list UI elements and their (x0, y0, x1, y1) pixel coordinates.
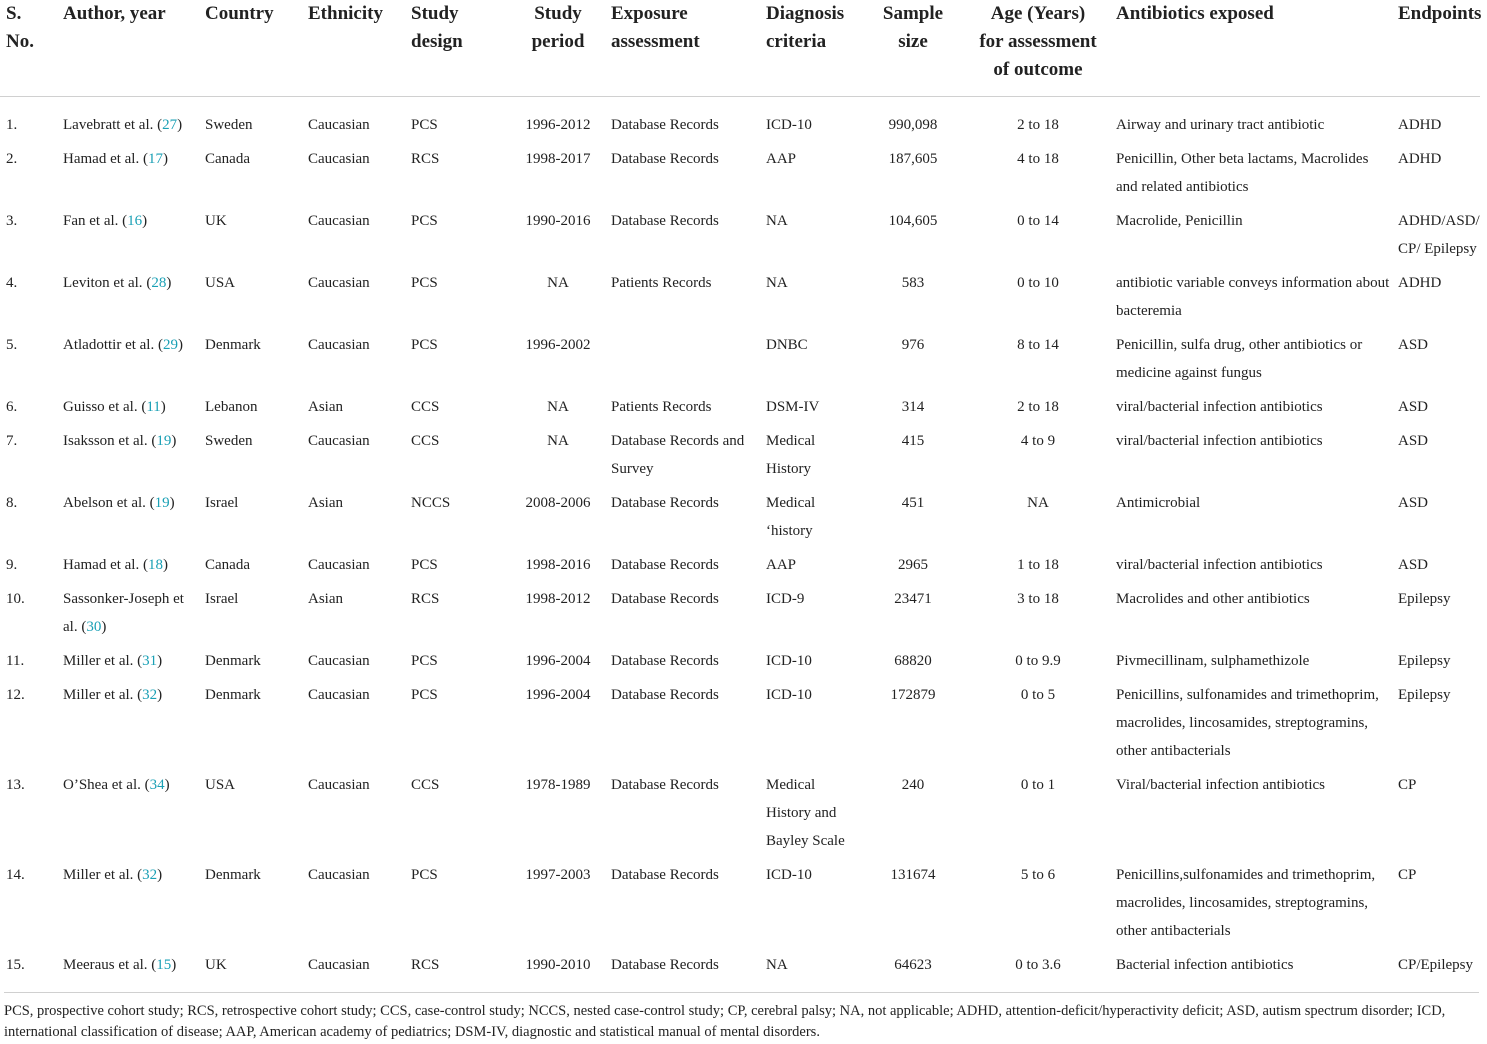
author-name: Hamad et al. (63, 151, 140, 167)
cell-study-period: 1978-1989 (525, 777, 591, 793)
author-name: Fan et al. (63, 213, 119, 229)
cell-age: 0 to 5 (1020, 687, 1056, 703)
cell-author: Atladottir et al. (29) (63, 337, 183, 353)
cell-study-design: PCS (411, 557, 438, 573)
cell-study-design: PCS (411, 653, 438, 669)
author-name: Meeraus et al. (63, 957, 148, 973)
cell-author: Guisso et al. (11) (63, 399, 166, 415)
cell-endpoints: ASD (1398, 557, 1429, 573)
cell-exposure: Patients Records (611, 399, 712, 415)
cell-sample-size: 172879 (890, 687, 936, 703)
cell-study-period: 1997-2003 (525, 867, 591, 883)
cell-author: Sassonker-Joseph et al. (30) (63, 591, 184, 635)
cell-endpoints: Epilepsy (1398, 591, 1451, 607)
cell-study-period: 1996-2002 (525, 337, 591, 353)
cell-study-design: RCS (411, 591, 440, 607)
reference-link[interactable]: 32 (142, 867, 158, 883)
cell-author: Leviton et al. (28) (63, 275, 172, 291)
cell-age: 2 to 18 (1017, 117, 1059, 133)
cell-diagnosis: NA (766, 213, 788, 229)
cell-antibiotics: Penicillins,sulfonamides and trimethoprim, macrolides, lincosamides, streptogramins, other antibacterials (1116, 867, 1376, 939)
cell-country: Denmark (205, 337, 261, 353)
table-row (0, 421, 1480, 483)
cell-antibiotics: Macrolide, Penicillin (1116, 213, 1243, 229)
cell-sno: 15. (6, 957, 25, 973)
cell-study-design: RCS (411, 957, 440, 973)
cell-study-design: PCS (411, 337, 438, 353)
cell-endpoints: CP (1398, 867, 1417, 883)
cell-age: 8 to 14 (1017, 337, 1059, 353)
cell-sno: 8. (6, 495, 18, 511)
cell-ethnicity: Caucasian (308, 117, 370, 133)
cell-sample-size: 314 (901, 399, 925, 415)
cell-country: Israel (205, 591, 239, 607)
cell-country: Lebanon (205, 399, 258, 415)
cell-antibiotics: Penicillins, sulfonamides and trimethoprim, macrolides, lincosamides, streptogramins, other antibacterials (1116, 687, 1379, 759)
cell-sample-size: 451 (901, 495, 925, 511)
cell-exposure: Database Records (611, 495, 719, 511)
cell-author: Miller et al. (32) (63, 687, 163, 703)
reference-link[interactable]: 29 (162, 337, 178, 353)
cell-study-period: 1996-2012 (525, 117, 591, 133)
cell-ethnicity: Caucasian (308, 653, 370, 669)
cell-age: 5 to 6 (1020, 867, 1056, 883)
cell-antibiotics: antibiotic variable conveys information about bacteremia (1116, 275, 1390, 319)
cell-endpoints: ADHD (1398, 275, 1442, 291)
table-row (0, 97, 1480, 140)
cell-country: UK (205, 957, 227, 973)
cell-sample-size: 64623 (894, 957, 932, 973)
cell-antibiotics: Viral/bacterial infection antibiotics (1116, 777, 1326, 793)
author-name: Guisso et al. (63, 399, 138, 415)
reference-link[interactable]: 31 (142, 653, 158, 669)
table-row (0, 855, 1480, 945)
cell-endpoints: ADHD (1398, 151, 1442, 167)
author-name: Atladottir et al. (63, 337, 155, 353)
author-name: Abelson et al. (63, 495, 146, 511)
cell-sample-size: 68820 (894, 653, 932, 669)
cell-exposure: Database Records (611, 957, 719, 973)
cell-exposure: Database Records (611, 151, 719, 167)
cell-sno: 9. (6, 557, 18, 573)
cell-study-design: CCS (411, 777, 440, 793)
table-row (0, 325, 1480, 387)
cell-exposure: Database Records (611, 653, 719, 669)
author-name: O’Shea et al. (63, 777, 141, 793)
cell-sample-size: 240 (901, 777, 925, 793)
table-row (0, 387, 1480, 421)
cell-ethnicity: Caucasian (308, 433, 370, 449)
reference-link[interactable]: 27 (162, 117, 178, 133)
cell-ethnicity: Caucasian (308, 557, 370, 573)
cell-antibiotics: viral/bacterial infection antibiotics (1116, 433, 1323, 449)
cell-age: NA (1027, 495, 1049, 511)
reference-link[interactable]: 19 (154, 495, 170, 511)
author-name: Lavebratt et al. (63, 117, 154, 133)
cell-country: Denmark (205, 687, 261, 703)
author-name: Sassonker-Joseph et al. (63, 591, 184, 635)
cell-endpoints: CP/Epilepsy (1398, 957, 1474, 973)
cell-study-design: PCS (411, 275, 438, 291)
header-sample-size: Sample size (882, 3, 944, 52)
header-exposure: Exposure assessment (611, 3, 700, 52)
cell-diagnosis: AAP (766, 151, 797, 167)
cell-age: 4 to 9 (1020, 433, 1056, 449)
table-row (0, 579, 1480, 641)
cell-sample-size: 187,605 (888, 151, 938, 167)
cell-study-period: NA (547, 399, 569, 415)
cell-diagnosis: NA (766, 275, 788, 291)
cell-author: Abelson et al. (19) (63, 495, 175, 511)
cell-study-period: 1990-2010 (525, 957, 591, 973)
reference-link[interactable]: 30 (86, 619, 102, 635)
cell-study-design: CCS (411, 399, 440, 415)
cell-exposure: Database Records and Survey (611, 433, 745, 477)
cell-antibiotics: Bacterial infection antibiotics (1116, 957, 1294, 973)
cell-study-design: PCS (411, 687, 438, 703)
reference-link[interactable]: 19 (156, 433, 172, 449)
cell-exposure: Database Records (611, 777, 719, 793)
cell-study-design: PCS (411, 117, 438, 133)
author-name: Miller et al. (63, 653, 134, 669)
author-name: Isaksson et al. (63, 433, 148, 449)
cell-author: Meeraus et al. (15) (63, 957, 177, 973)
cell-age: 1 to 18 (1017, 557, 1059, 573)
header-diagnosis: Diagnosis criteria (766, 3, 845, 52)
cell-author: Fan et al. (16) (63, 213, 148, 229)
cell-study-period: 1996-2004 (525, 687, 591, 703)
table-row (0, 675, 1480, 765)
cell-study-period: 1998-2012 (525, 591, 591, 607)
cell-ethnicity: Caucasian (308, 687, 370, 703)
reference-link[interactable]: 16 (127, 213, 143, 229)
cell-country: UK (205, 213, 227, 229)
cell-author: Lavebratt et al. (27) (63, 117, 183, 133)
cell-exposure: Database Records (611, 867, 719, 883)
cell-country: Sweden (205, 433, 253, 449)
cell-age: 0 to 3.6 (1015, 957, 1061, 973)
cell-sno: 13. (6, 777, 25, 793)
cell-diagnosis: Medical History and Bayley Scale (766, 777, 845, 849)
cell-sample-size: 415 (901, 433, 925, 449)
header-country: Country (205, 3, 274, 24)
cell-exposure: Database Records (611, 687, 719, 703)
cell-author: Miller et al. (31) (63, 653, 163, 669)
cell-antibiotics: Airway and urinary tract antibiotic (1116, 117, 1325, 133)
cell-study-design: RCS (411, 151, 440, 167)
cell-sample-size: 990,098 (888, 117, 938, 133)
header-study-period: Study period (531, 3, 585, 52)
cell-study-design: PCS (411, 867, 438, 883)
header-age: Age (Years) for assessment of outcome (979, 3, 1097, 80)
cell-study-period: 2008-2006 (525, 495, 591, 511)
cell-ethnicity: Caucasian (308, 275, 370, 291)
reference-link[interactable]: 32 (142, 687, 158, 703)
cell-study-period: NA (547, 433, 569, 449)
cell-antibiotics: Macrolides and other antibiotics (1116, 591, 1310, 607)
cell-sno: 11. (6, 653, 25, 669)
cell-exposure: Database Records (611, 557, 719, 573)
author-name: Miller et al. (63, 867, 134, 883)
cell-ethnicity: Asian (308, 399, 343, 415)
header-study-design: Study design (411, 3, 463, 52)
cell-exposure: Database Records (611, 591, 719, 607)
cell-antibiotics: Pivmecillinam, sulphamethizole (1116, 653, 1310, 669)
cell-ethnicity: Caucasian (308, 337, 370, 353)
cell-exposure: Database Records (611, 117, 719, 133)
cell-endpoints: ADHD (1398, 117, 1442, 133)
cell-age: 3 to 18 (1017, 591, 1059, 607)
cell-sno: 5. (6, 337, 18, 353)
cell-diagnosis: ICD-10 (766, 653, 812, 669)
cell-study-design: CCS (411, 433, 440, 449)
cell-author: Miller et al. (32) (63, 867, 163, 883)
reference-link[interactable]: 34 (149, 777, 165, 793)
cell-sample-size: 104,605 (888, 213, 938, 229)
reference-link[interactable]: 18 (147, 557, 163, 573)
cell-age: 4 to 18 (1017, 151, 1059, 167)
cell-age: 0 to 9.9 (1015, 653, 1061, 669)
header-antibiotics: Antibiotics exposed (1116, 3, 1274, 24)
cell-country: Sweden (205, 117, 253, 133)
cell-diagnosis: DNBC (766, 337, 808, 353)
table-row (0, 483, 1480, 545)
cell-study-period: 1990-2016 (525, 213, 591, 229)
header-author: Author, year (63, 3, 166, 24)
cell-sno: 6. (6, 399, 18, 415)
cell-study-period: 1996-2004 (525, 653, 591, 669)
cell-sno: 3. (6, 213, 18, 229)
cell-age: 0 to 1 (1020, 777, 1056, 793)
cell-endpoints: Epilepsy (1398, 653, 1451, 669)
cell-diagnosis: Medical History (766, 433, 816, 477)
cell-author: Hamad et al. (17) (63, 151, 168, 167)
cell-sno: 4. (6, 275, 18, 291)
cell-sno: 2. (6, 151, 18, 167)
cell-endpoints: ASD (1398, 433, 1429, 449)
reference-link[interactable]: 15 (156, 957, 172, 973)
cell-diagnosis: DSM-IV (766, 399, 820, 415)
cell-exposure: Patients Records (611, 275, 712, 291)
author-name: Leviton et al. (63, 275, 143, 291)
table-footnote: PCS, prospective cohort study; RCS, retrospective cohort study; CCS, case-control study; NCCS, nested case-control study; CP, cerebral palsy; NA, not applicable; ADHD, attention-deficit/hyperactivity deficit; ASD, autism spectrum disorder; ICD, international classification of disease; AAP, American academy of pediatrics; DSM-IV, diagnostic and statistical manual of mental disorders. (4, 992, 1479, 1043)
cell-sample-size: 2965 (898, 557, 928, 573)
author-name: Hamad et al. (63, 557, 140, 573)
cell-ethnicity: Caucasian (308, 213, 370, 229)
cell-endpoints: ASD (1398, 495, 1429, 511)
cell-country: USA (205, 777, 236, 793)
cell-antibiotics: viral/bacterial infection antibiotics (1116, 399, 1323, 415)
cell-diagnosis: ICD-10 (766, 117, 812, 133)
table-row (0, 641, 1480, 675)
cell-ethnicity: Caucasian (308, 777, 370, 793)
cell-antibiotics: Penicillin, sulfa drug, other antibiotics or medicine against fungus (1116, 337, 1363, 381)
cell-sample-size: 23471 (894, 591, 932, 607)
cell-diagnosis: NA (766, 957, 788, 973)
table-row (0, 139, 1480, 201)
table-row (0, 945, 1480, 979)
cell-diagnosis: ICD-9 (766, 591, 805, 607)
cell-sample-size: 583 (901, 275, 925, 291)
cell-endpoints: ADHD/ASD/ CP/ Epilepsy (1398, 213, 1480, 257)
header-endpoints: Endpoints (1398, 3, 1482, 24)
cell-antibiotics: Penicillin, Other beta lactams, Macrolides and related antibiotics (1116, 151, 1369, 195)
cell-study-period: 1998-2017 (525, 151, 591, 167)
cell-country: Israel (205, 495, 239, 511)
cell-country: USA (205, 275, 236, 291)
cell-author: Isaksson et al. (19) (63, 433, 177, 449)
cell-age: 2 to 18 (1017, 399, 1059, 415)
cell-sample-size: 131674 (890, 867, 936, 883)
reference-link[interactable]: 17 (147, 151, 163, 167)
cell-exposure (605, 325, 760, 387)
table-row (0, 545, 1480, 579)
cell-ethnicity: Asian (308, 591, 343, 607)
reference-link[interactable]: 28 (151, 275, 167, 291)
cell-country: Canada (205, 557, 250, 573)
cell-ethnicity: Caucasian (308, 151, 370, 167)
table-row (0, 201, 1480, 263)
cell-sno: 12. (6, 687, 25, 703)
table-row (0, 263, 1480, 325)
author-name: Miller et al. (63, 687, 134, 703)
cell-study-design: PCS (411, 213, 438, 229)
cell-study-design: NCCS (411, 495, 451, 511)
cell-sno: 10. (6, 591, 25, 607)
cell-endpoints: CP (1398, 777, 1417, 793)
cell-country: Denmark (205, 653, 261, 669)
cell-study-period: NA (547, 275, 569, 291)
header-ethnicity: Ethnicity (308, 3, 383, 24)
cell-country: Canada (205, 151, 250, 167)
cell-age: 0 to 14 (1017, 213, 1059, 229)
cell-endpoints: Epilepsy (1398, 687, 1451, 703)
table-row (0, 765, 1480, 855)
cell-diagnosis: ICD-10 (766, 687, 812, 703)
cell-age: 0 to 10 (1017, 275, 1059, 291)
cell-antibiotics: Antimicrobial (1116, 495, 1201, 511)
cell-endpoints: ASD (1398, 337, 1429, 353)
header-sno: S. No. (6, 3, 34, 52)
cell-diagnosis: AAP (766, 557, 797, 573)
cell-diagnosis: Medical ‘history (766, 495, 816, 539)
reference-link[interactable]: 11 (146, 399, 161, 415)
cell-sno: 7. (6, 433, 18, 449)
cell-sample-size: 976 (901, 337, 925, 353)
cell-ethnicity: Caucasian (308, 867, 370, 883)
cell-ethnicity: Caucasian (308, 957, 370, 973)
cell-diagnosis: ICD-10 (766, 867, 812, 883)
cell-exposure: Database Records (611, 213, 719, 229)
cell-endpoints: ASD (1398, 399, 1429, 415)
cell-author: O’Shea et al. (34) (63, 777, 170, 793)
cell-antibiotics: viral/bacterial infection antibiotics (1116, 557, 1323, 573)
header-row (0, 0, 1480, 97)
cell-author: Hamad et al. (18) (63, 557, 168, 573)
cell-study-period: 1998-2016 (525, 557, 591, 573)
cell-ethnicity: Asian (308, 495, 343, 511)
cell-country: Denmark (205, 867, 261, 883)
cell-sno: 1. (6, 117, 18, 133)
cell-sno: 14. (6, 867, 25, 883)
